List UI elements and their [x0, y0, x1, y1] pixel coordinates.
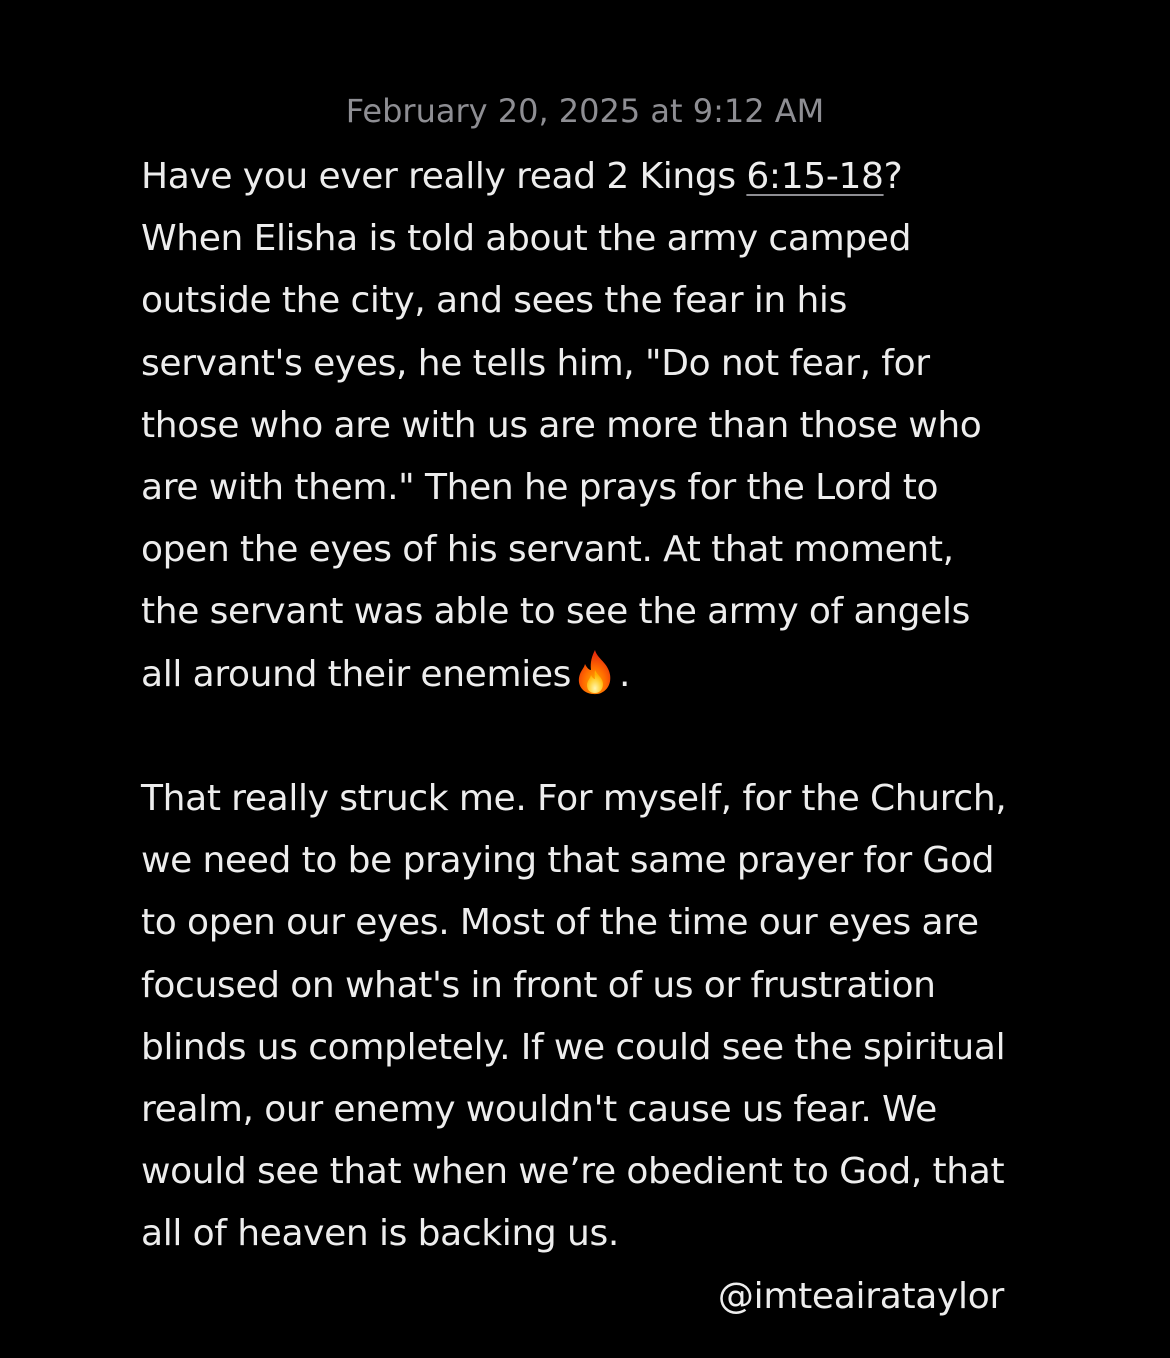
note-line: blinds us completely. If we could see the spiritual	[141, 1026, 1006, 1068]
line-text: .	[619, 653, 631, 695]
note-line: we need to be praying that same prayer for God	[141, 840, 995, 882]
note-line: the servant was able to see the army of angels	[141, 591, 971, 633]
note-body[interactable]	[141, 146, 1061, 1266]
note-line: all of heaven is backing us.	[141, 1213, 619, 1255]
line-text: Have you ever really read 2 Kings	[141, 156, 747, 197]
note-line: would see that when we’re obedient to God, that	[141, 1151, 1005, 1193]
note-line: focused on what's in front of us or frustration	[141, 964, 936, 1006]
note-line: are with them." Then he prays for the Lord to	[141, 467, 939, 509]
fire-icon	[573, 648, 617, 696]
note-line	[141, 146, 1061, 208]
note-line: That really struck me. For myself, for the Church,	[141, 778, 1007, 820]
author-signature: @imteairataylor	[717, 1276, 1004, 1317]
note-line: outside the city, and sees the fear in his	[141, 280, 847, 322]
note-line: servant's eyes, he tells him, "Do not fear, for	[141, 342, 930, 384]
note-line	[141, 644, 1061, 706]
line-text: all around their enemies	[141, 653, 572, 695]
note-line: realm, our enemy wouldn't cause us fear. We	[141, 1089, 937, 1131]
paragraph-break	[141, 706, 1061, 768]
note-line: those who are with us are more than those who	[141, 404, 982, 446]
scripture-reference-link[interactable]: 6:15-18	[746, 156, 884, 197]
note-line: to open our eyes. Most of the time our eyes are	[141, 902, 979, 944]
note-line: open the eyes of his servant. At that moment,	[141, 529, 954, 571]
note-line: When Elisha is told about the army camped	[141, 218, 912, 260]
note-date: February 20, 2025 at 9:12 AM	[345, 92, 825, 130]
line-text: ?	[883, 156, 903, 197]
